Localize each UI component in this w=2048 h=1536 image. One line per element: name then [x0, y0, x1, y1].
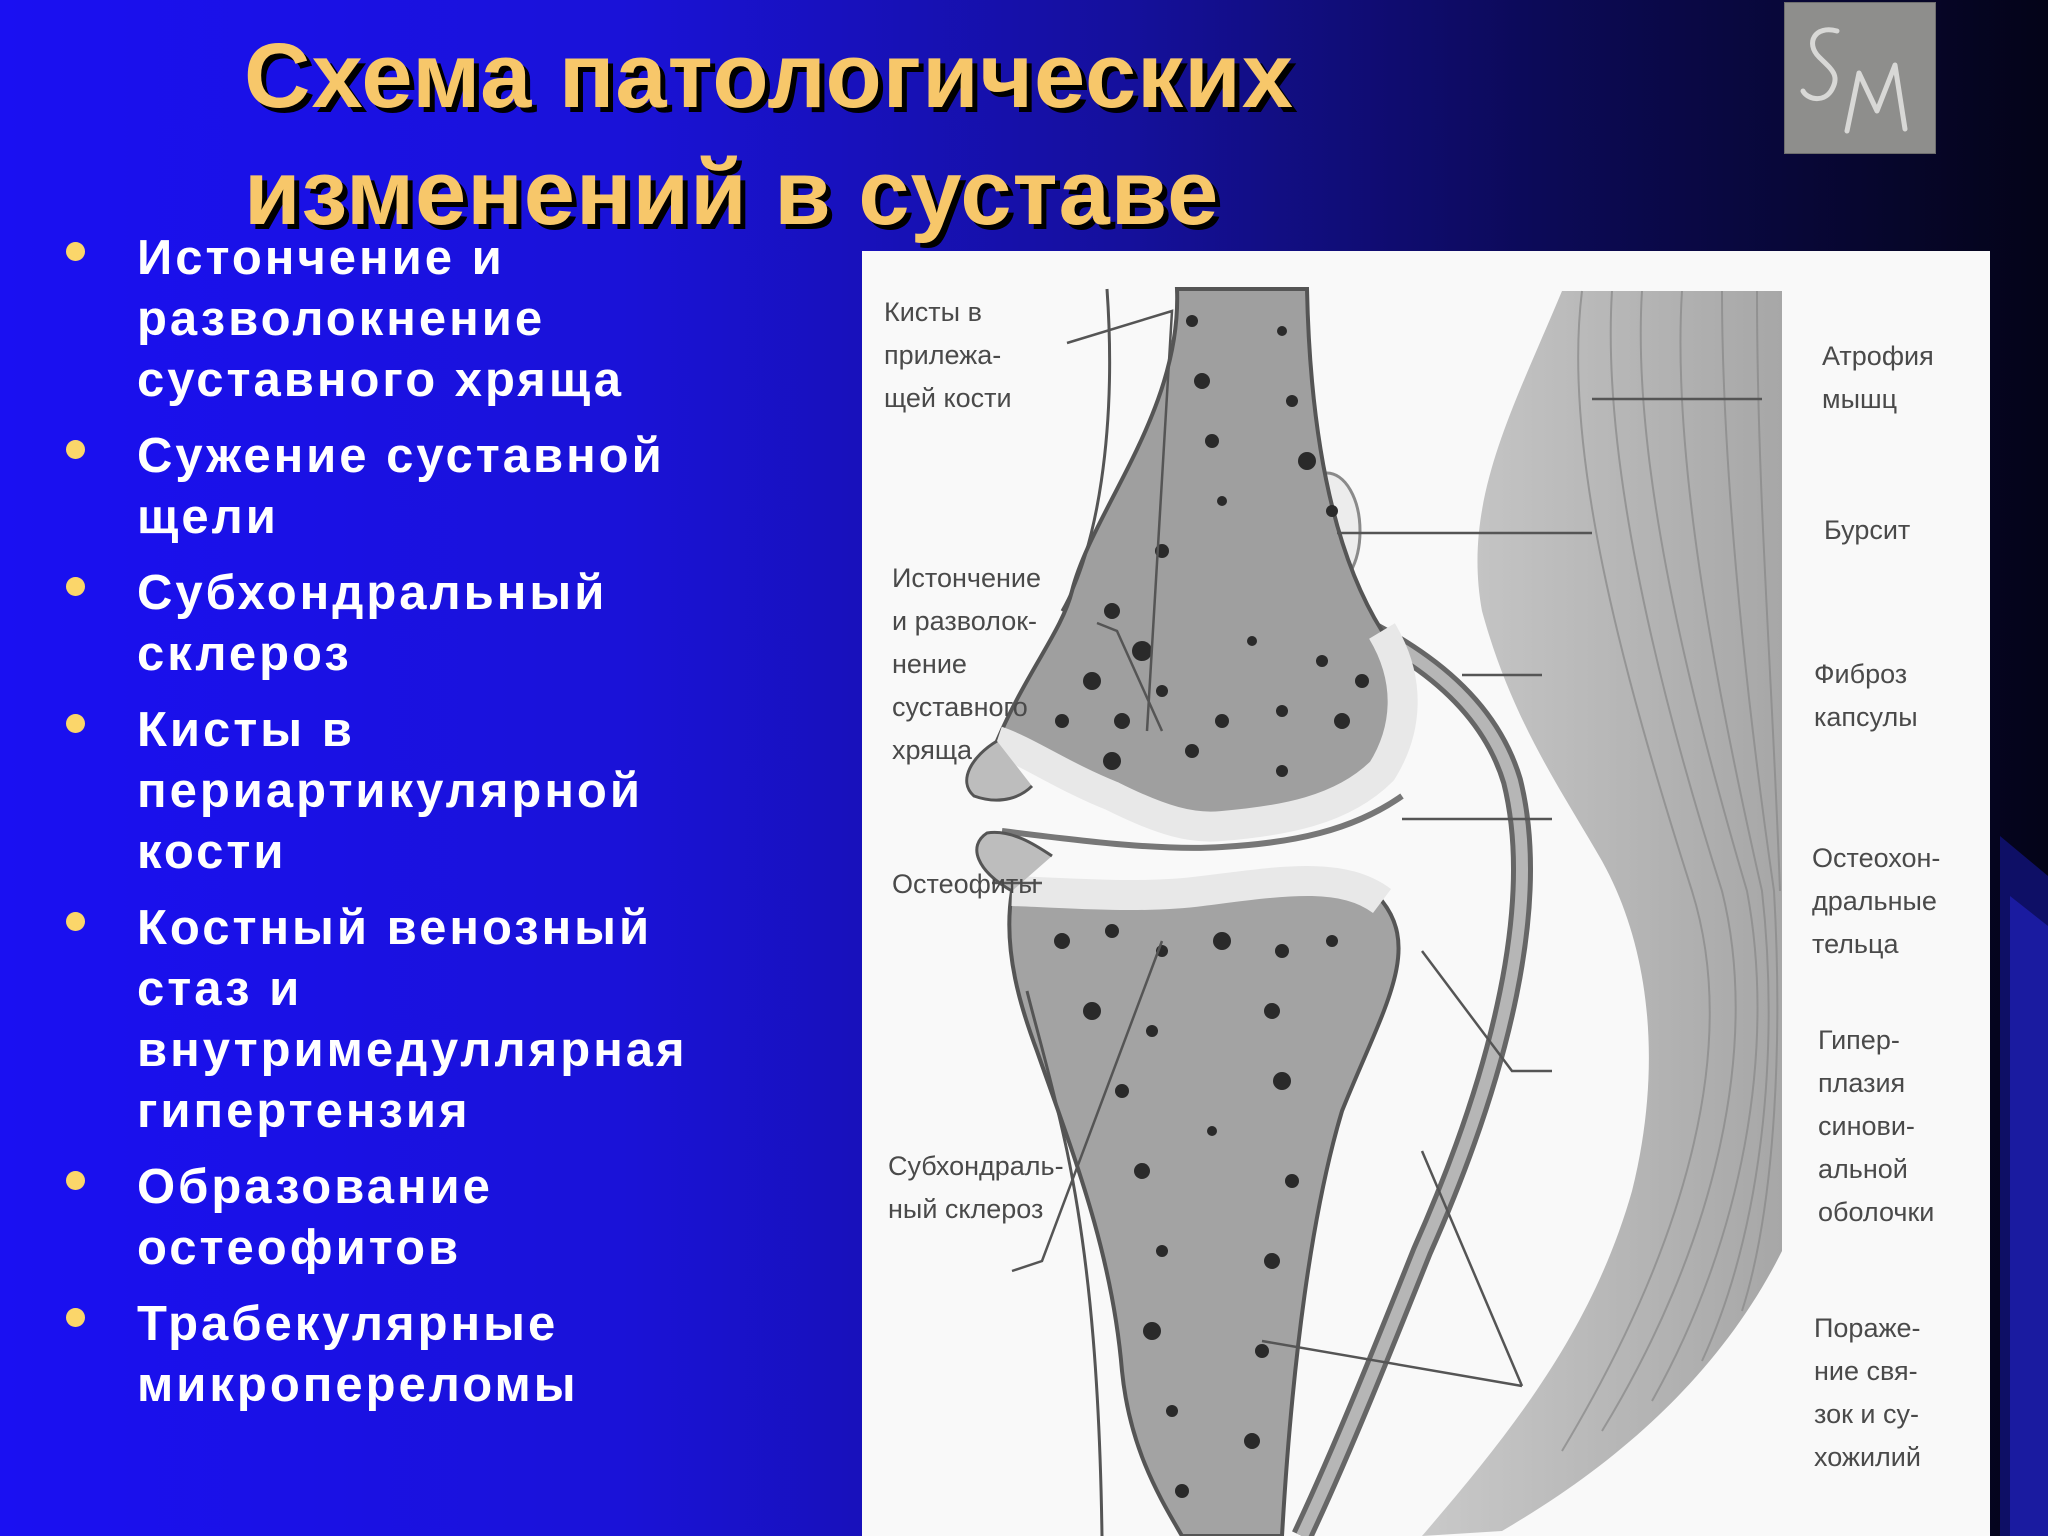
bullet-list [60, 228, 820, 1431]
label-bursitis: Бурсит [1824, 515, 1911, 545]
bullet-dot-icon [66, 242, 85, 261]
slide-title-line-2: изменений в суставе [244, 142, 1220, 244]
label-osteochondral-bodies: Остеохон- дральные тельца [1812, 843, 1941, 959]
sm-logo-icon [1784, 2, 1936, 154]
bullet-item [60, 700, 820, 883]
label-subchondral-sclerosis: Субхондраль- ный склероз [888, 1151, 1064, 1224]
bullet-text: Трабекулярные микропереломы [137, 1297, 579, 1412]
label-cartilage-thinning: Истончение и разволок- нение суставного хряща [892, 563, 1041, 765]
joint-diagram [862, 251, 1990, 1536]
slide-title [244, 18, 1744, 252]
bullet-item [60, 563, 820, 685]
femur [997, 289, 1403, 827]
label-muscle-atrophy: Атрофия мышц [1822, 341, 1934, 414]
bullet-text: Сужение суставной щели [137, 429, 665, 544]
corner-decoration [2000, 836, 2048, 1536]
bullet-dot-icon [66, 714, 85, 733]
sm-logo-glyph [1785, 3, 1935, 153]
bullet-text: Субхондральный склероз [137, 566, 608, 681]
label-osteophytes: Остеофиты [892, 869, 1038, 899]
bullet-text: Костный венозный стаз и внутримедуллярная гипертензия [137, 901, 688, 1138]
bullet-dot-icon [66, 577, 85, 596]
bullet-item [60, 898, 820, 1142]
label-capsule-fibrosis: Фиброз капсулы [1814, 659, 1918, 732]
bullet-text: Истончение и разволокнение суставного хряща [137, 231, 625, 407]
bullet-dot-icon [66, 440, 85, 459]
bullet-item [60, 1294, 820, 1416]
bullet-text: Образование остеофитов [137, 1160, 493, 1275]
bullet-dot-icon [66, 1171, 85, 1190]
label-cysts: Кисты в прилежа- щей кости [884, 297, 1012, 413]
bullet-dot-icon [66, 1308, 85, 1327]
label-synovial-hyperplasia: Гипер- плазия синови- альной оболочки [1818, 1025, 1935, 1227]
bullet-item [60, 228, 820, 411]
bullet-item [60, 1157, 820, 1279]
label-ligament-damage: Пораже- ние свя- зок и су- хожилий [1814, 1313, 1921, 1472]
bullet-dot-icon [66, 912, 85, 931]
bullet-text: Кисты в периартикулярной кости [137, 703, 643, 879]
bullet-item [60, 426, 820, 548]
slide-title-line-1: Схема патологических [244, 25, 1294, 127]
